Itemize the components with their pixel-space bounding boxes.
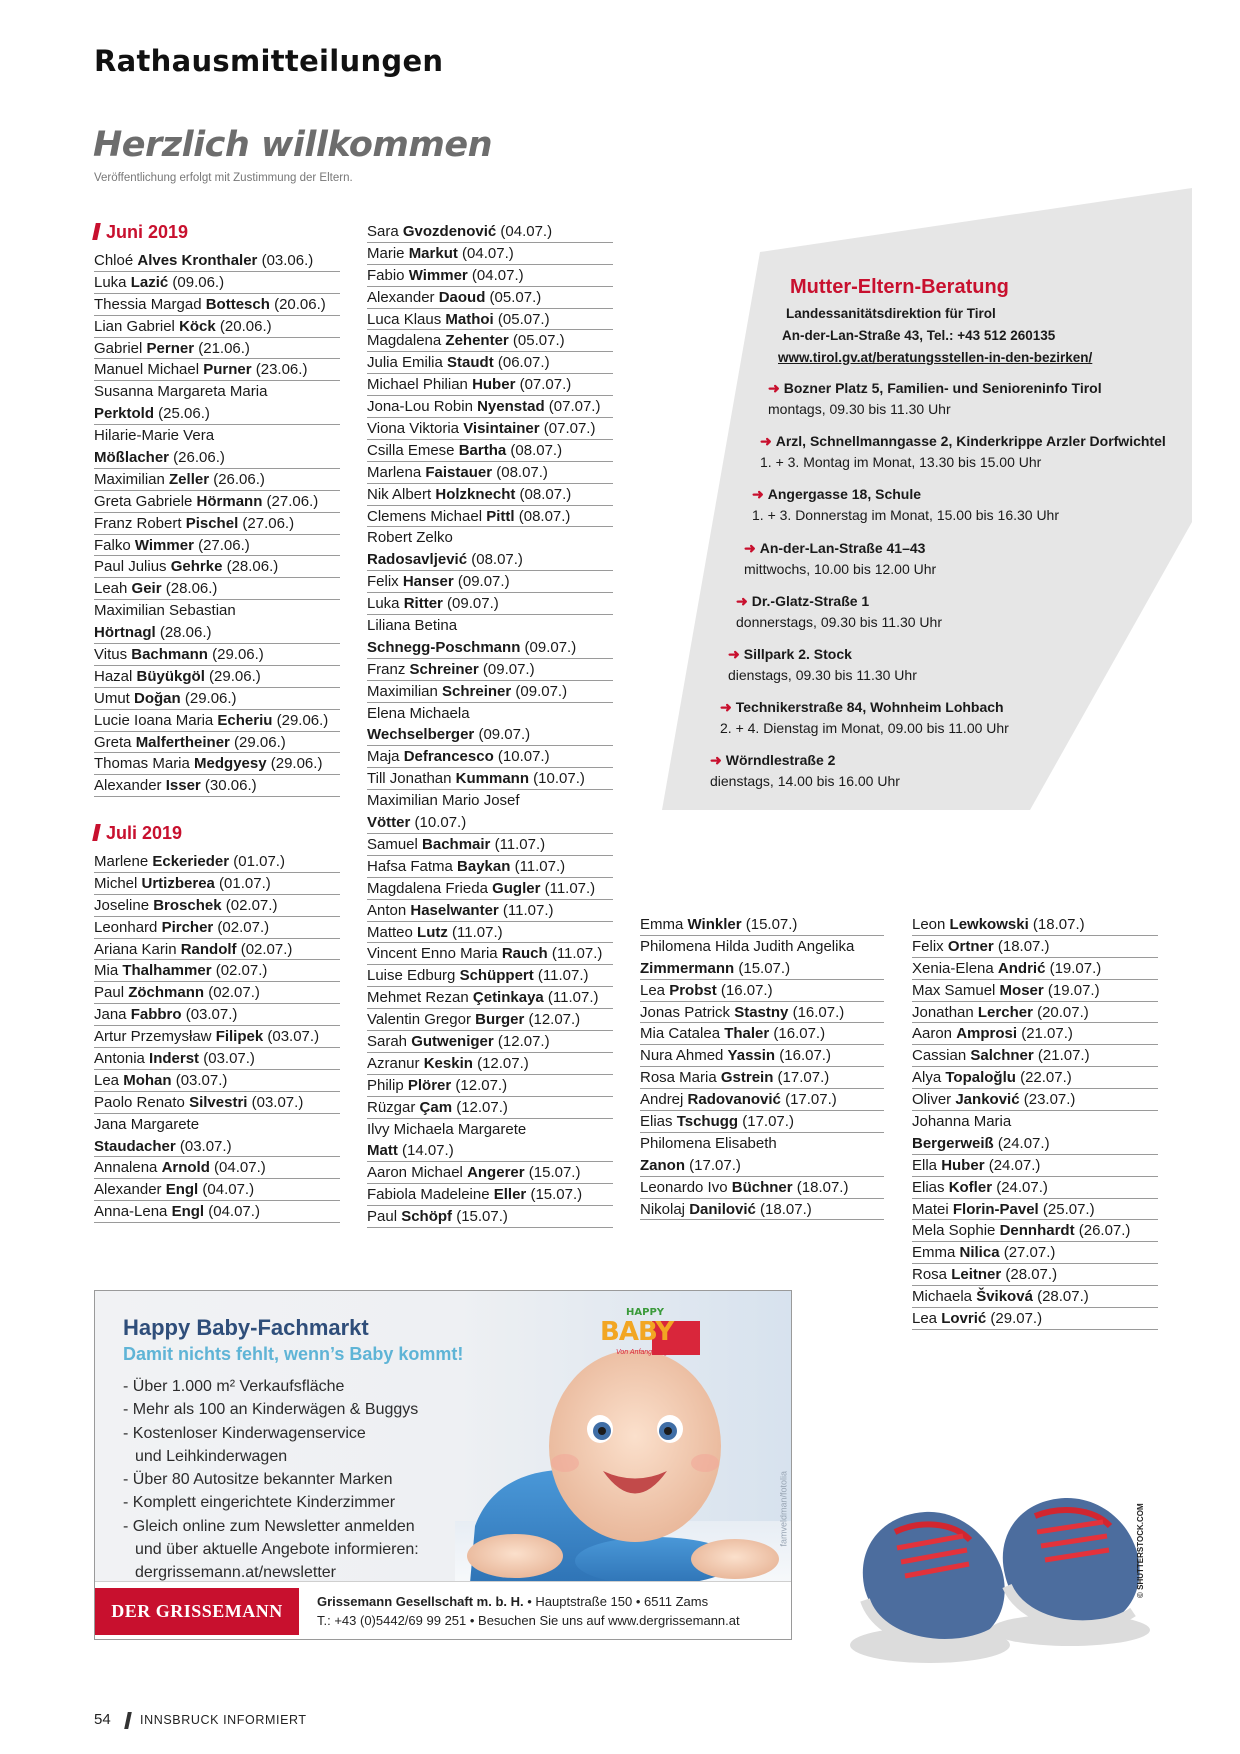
- arrow-right-icon: ➜: [760, 433, 772, 450]
- happy-baby-ad: [94, 1290, 792, 1640]
- birth-entry: Greta Malfertheiner (29.06.): [94, 732, 340, 754]
- arrow-right-icon: ➜: [736, 592, 748, 609]
- birth-entry: Michel Urtizberea (01.07.): [94, 873, 340, 895]
- birth-entry: Maja Defrancesco (10.07.): [367, 746, 613, 768]
- info-address: An-der-Lan-Straße 43, Tel.: +43 512 260135: [782, 328, 1056, 343]
- birth-entry: Schnegg-Poschmann (09.07.): [367, 637, 613, 659]
- birth-entry: Mößlacher (26.06.): [94, 447, 340, 469]
- birth-entry: Jonathan Lercher (20.07.): [912, 1002, 1158, 1024]
- birth-entry: Nik Albert Holzknecht (08.07.): [367, 484, 613, 506]
- ad-subtitle: Damit nichts fehlt, wenn’s Baby kommt!: [123, 1344, 464, 1364]
- birth-entry: Michaela Šviková (28.07.): [912, 1286, 1158, 1308]
- ad-contact-line: T.: +43 (0)5442/69 99 251 • Besuchen Sie uns auf www.dergrissemann.at: [317, 1613, 740, 1628]
- birth-entry: Perktold (25.06.): [94, 403, 340, 425]
- birth-entry: Hörtnagl (28.06.): [94, 622, 340, 644]
- birth-entry: Till Jonathan Kummann (10.07.): [367, 768, 613, 790]
- location-entry: ➜ Angergasse 18, Schule 1. + 3. Donnerstag im Monat, 15.00 bis 16.30 Uhr: [752, 486, 1060, 524]
- birth-entry: Paolo Renato Silvestri (03.07.): [94, 1092, 340, 1114]
- birth-entry: Bergerweiß (24.07.): [912, 1133, 1158, 1155]
- birth-entry: Marlene Eckerieder (01.07.): [94, 851, 340, 873]
- birth-entry: Luca Klaus Mathoi (05.07.): [367, 309, 613, 331]
- birth-entry: Franz Robert Pischel (27.06.): [94, 513, 340, 535]
- birth-entry: Alexander Isser (30.06.): [94, 775, 340, 797]
- birth-entry: Magdalena Frieda Gugler (11.07.): [367, 878, 613, 900]
- birth-entry: Oliver Janković (23.07.): [912, 1089, 1158, 1111]
- ad-footer: [95, 1581, 792, 1639]
- birth-entry: Max Samuel Moser (19.07.): [912, 980, 1158, 1002]
- section-title: Rathausmitteilungen: [94, 44, 444, 78]
- birth-entry: Thomas Maria Medgyesy (29.06.): [94, 753, 340, 775]
- location-entry: ➜ Arzl, Schnellmanngasse 2, Kinderkrippe Arzler Dorfwichtel 1. + 3. Montag im Monat, 13.30 bis 15.00 Uhr: [760, 433, 1166, 471]
- birth-entry: Artur Przemysław Filipek (03.07.): [94, 1026, 340, 1048]
- location-entry: ➜ An-der-Lan-Straße 41–43 mittwochs, 10.00 bis 12.00 Uhr: [744, 539, 937, 577]
- birth-entry: Emma Winkler (15.07.): [640, 914, 884, 936]
- birth-entry: Leah Geir (28.06.): [94, 578, 340, 600]
- birth-entry: Michael Philian Huber (07.07.): [367, 374, 613, 396]
- birth-entry: Mia Thalhammer (02.07.): [94, 960, 340, 982]
- birth-entry: Lian Gabriel Köck (20.06.): [94, 316, 340, 338]
- birth-entry: Lea Mohan (03.07.): [94, 1070, 340, 1092]
- grissemann-logo: DER GRISSEMANN: [95, 1588, 299, 1635]
- photo-credit: famveldman/fotolia: [779, 1471, 789, 1547]
- birth-entry: Fabio Wimmer (04.07.): [367, 265, 613, 287]
- month-heading-june: Juni 2019: [94, 222, 188, 243]
- birth-entry: Felix Ortner (18.07.): [912, 936, 1158, 958]
- birth-entry: Paul Schöpf (15.07.): [367, 1206, 613, 1228]
- ad-bullet: und Leihkinderwagen: [135, 1447, 288, 1465]
- location-entry: ➜ Bozner Platz 5, Familien- und Senioreninfo Tirol montags, 09.30 bis 11.30 Uhr: [768, 380, 1102, 417]
- arrow-right-icon: ➜: [768, 380, 780, 396]
- arrow-right-icon: ➜: [710, 752, 722, 769]
- birth-entry: Thessia Margad Bottesch (20.06.): [94, 294, 340, 316]
- arrow-right-icon: ➜: [728, 646, 740, 662]
- birth-entry: Vincent Enno Maria Rauch (11.07.): [367, 943, 613, 965]
- birth-entry: Jonas Patrick Stastny (16.07.): [640, 1002, 884, 1024]
- ad-bullet: - Mehr als 100 an Kinderwägen & Buggys: [123, 1401, 419, 1419]
- birth-entry: Manuel Michael Purner (23.06.): [94, 359, 340, 381]
- birth-entry: Franz Schreiner (09.07.): [367, 659, 613, 681]
- birth-entry: Aaron Michael Angerer (15.07.): [367, 1162, 613, 1184]
- birth-entry: Maximilian Mario Josef: [367, 792, 520, 810]
- birth-entry: Leonhard Pircher (02.07.): [94, 917, 340, 939]
- birth-entry: Lea Lovrić (29.07.): [912, 1308, 1158, 1330]
- birth-entry: Robert Zelko: [367, 529, 453, 547]
- birth-entry: Matt (14.07.): [367, 1140, 613, 1162]
- birth-entry: Ilvy Michaela Margarete: [367, 1120, 527, 1138]
- info-title: Mutter-Eltern-Beratung: [790, 276, 1009, 298]
- birth-entry: Alya Topaloğlu (22.07.): [912, 1067, 1158, 1089]
- birth-entry: Chloé Alves Kronthaler (03.06.): [94, 250, 340, 272]
- birth-entry: Julia Emilia Staudt (06.07.): [367, 352, 613, 374]
- birth-entry: Lucie Ioana Maria Echeriu (29.06.): [94, 710, 340, 732]
- birth-entry: Gabriel Perner (21.06.): [94, 338, 340, 360]
- birth-entry: Luise Edburg Schüppert (11.07.): [367, 965, 613, 987]
- birth-entry: Vötter (10.07.): [367, 812, 613, 834]
- birth-entry: Clemens Michael Pittl (08.07.): [367, 506, 613, 528]
- birth-list-june: [94, 250, 340, 797]
- birth-entry: Maximilian Schreiner (09.07.): [367, 681, 613, 703]
- birth-entry: Sara Gvozdenović (04.07.): [367, 221, 613, 243]
- birth-entry: Aaron Amprosi (21.07.): [912, 1023, 1158, 1045]
- birth-entry: Mia Catalea Thaler (16.07.): [640, 1023, 884, 1045]
- birth-entry: Hazal Büyükgöl (29.06.): [94, 666, 340, 688]
- birth-entry: Andrej Radovanović (17.07.): [640, 1089, 884, 1111]
- birth-entry: Xenia-Elena Andrić (19.07.): [912, 958, 1158, 980]
- birth-entry: Philomena Hilda Judith Angelika: [640, 937, 855, 955]
- birth-entry: Jana Fabbro (03.07.): [94, 1004, 340, 1026]
- birth-entry: Luka Ritter (09.07.): [367, 593, 613, 615]
- arrow-right-icon: ➜: [752, 486, 764, 503]
- consent-note: Veröffentlichung erfolgt mit Zustimmung der Eltern.: [94, 172, 353, 184]
- info-org: Landessanitätsdirektion für Tirol: [786, 306, 996, 321]
- shutterstock-credit: © SHUTTERSTOCK.COM: [1136, 1503, 1145, 1598]
- birth-entry: Nikolaj Danilović (18.07.): [640, 1199, 884, 1221]
- birth-list-col2: [367, 221, 613, 1228]
- ad-bullet: und über aktuelle Angebote informieren:: [135, 1541, 419, 1559]
- birth-entry: Anna-Lena Engl (04.07.): [94, 1201, 340, 1223]
- birth-list-col3: [640, 914, 884, 1220]
- birth-entry: Nura Ahmed Yassin (16.07.): [640, 1045, 884, 1067]
- birth-list-july-col1: [94, 851, 340, 1223]
- birth-entry: Elias Kofler (24.07.): [912, 1177, 1158, 1199]
- birth-entry: Magdalena Zehenter (05.07.): [367, 330, 613, 352]
- birth-entry: Elias Tschugg (17.07.): [640, 1111, 884, 1133]
- birth-entry: Cassian Salchner (21.07.): [912, 1045, 1158, 1067]
- birth-entry: Valentin Gregor Burger (12.07.): [367, 1009, 613, 1031]
- ad-title: Happy Baby-Fachmarkt: [123, 1315, 369, 1340]
- birth-entry: Marie Markut (04.07.): [367, 243, 613, 265]
- birth-entry: Antonia Inderst (03.07.): [94, 1048, 340, 1070]
- birth-entry: Umut Doğan (29.06.): [94, 688, 340, 710]
- page-headline: Herzlich willkommen: [93, 125, 492, 165]
- birth-entry: Susanna Margareta Maria: [94, 383, 268, 401]
- birth-entry: Matteo Lutz (11.07.): [367, 922, 613, 944]
- birth-entry: Samuel Bachmair (11.07.): [367, 834, 613, 856]
- birth-entry: Joseline Broschek (02.07.): [94, 895, 340, 917]
- ad-bullet: - Kostenloser Kinderwagenservice: [123, 1424, 366, 1442]
- birth-entry: Falko Wimmer (27.06.): [94, 535, 340, 557]
- happy-baby-logo: HAPPY BABY Von Anfang an glücklich: [600, 1305, 712, 1365]
- birth-entry: Ella Huber (24.07.): [912, 1155, 1158, 1177]
- page-number: 54: [94, 1711, 111, 1728]
- ad-bullet: - Komplett eingerichtete Kinderzimmer: [123, 1494, 396, 1512]
- birth-entry: Paul Julius Gehrke (28.06.): [94, 556, 340, 578]
- location-entry: ➜ Sillpark 2. Stock dienstags, 09.30 bis 11.30 Uhr: [728, 646, 917, 683]
- ad-bullet: - Über 1.000 m² Verkaufsfläche: [123, 1378, 345, 1395]
- birth-entry: Luka Lazić (09.06.): [94, 272, 340, 294]
- magazine-name: INNSBRUCK INFORMIERT: [140, 1713, 307, 1727]
- birth-entry: Rüzgar Çam (12.07.): [367, 1097, 613, 1119]
- birth-entry: Mela Sophie Dennhardt (26.07.): [912, 1220, 1158, 1242]
- birth-list-col4: [912, 914, 1158, 1330]
- month-heading-july: Juli 2019: [94, 823, 182, 844]
- birth-entry: Leonardo Ivo Büchner (18.07.): [640, 1177, 884, 1199]
- birth-entry: Marlena Faistauer (08.07.): [367, 462, 613, 484]
- birth-entry: Matei Florin-Pavel (25.07.): [912, 1199, 1158, 1221]
- birth-entry: Radosavljević (08.07.): [367, 549, 613, 571]
- baby-shoes-photo: [835, 1440, 1155, 1690]
- birth-entry: Rosa Maria Gstrein (17.07.): [640, 1067, 884, 1089]
- info-url-link[interactable]: www.tirol.gv.at/beratungsstellen-in-den-bezirken/: [778, 350, 1093, 365]
- birth-entry: Ariana Karin Randolf (02.07.): [94, 939, 340, 961]
- birth-entry: Philip Plörer (12.07.): [367, 1075, 613, 1097]
- birth-entry: Leon Lewkowski (18.07.): [912, 914, 1158, 936]
- birth-entry: Azranur Keskin (12.07.): [367, 1053, 613, 1075]
- arrow-right-icon: ➜: [744, 539, 756, 556]
- birth-entry: Fabiola Madeleine Eller (15.07.): [367, 1184, 613, 1206]
- birth-entry: Liliana Betina: [367, 617, 458, 635]
- birth-entry: Vitus Bachmann (29.06.): [94, 644, 340, 666]
- birth-entry: Greta Gabriele Hörmann (27.06.): [94, 491, 340, 513]
- birth-entry: Alexander Engl (04.07.): [94, 1179, 340, 1201]
- ad-bullet-list: [123, 1375, 463, 1585]
- birth-entry: Rosa Leitner (28.07.): [912, 1264, 1158, 1286]
- birth-entry: Lea Probst (16.07.): [640, 980, 884, 1002]
- birth-entry: Zanon (17.07.): [640, 1155, 884, 1177]
- birth-entry: Felix Hanser (09.07.): [367, 571, 613, 593]
- birth-entry: Paul Zöchmann (02.07.): [94, 982, 340, 1004]
- ad-company-line: Grissemann Gesellschaft m. b. H. • Hauptstraße 150 • 6511 Zams: [317, 1594, 709, 1609]
- arrow-right-icon: ➜: [720, 699, 732, 716]
- location-entry: ➜ Wörndlestraße 2 dienstags, 14.00 bis 16.00 Uhr: [710, 752, 900, 790]
- birth-entry: Jana Margarete: [94, 1115, 200, 1133]
- birth-entry: Csilla Emese Bartha (08.07.): [367, 440, 613, 462]
- birth-entry: Emma Nilica (27.07.): [912, 1242, 1158, 1264]
- birth-entry: Maximilian Sebastian: [94, 602, 236, 620]
- birth-entry: Staudacher (03.07.): [94, 1136, 340, 1158]
- birth-entry: Viona Viktoria Visintainer (07.07.): [367, 418, 613, 440]
- birth-entry: Sarah Gutweniger (12.07.): [367, 1031, 613, 1053]
- birth-entry: Annalena Arnold (04.07.): [94, 1157, 340, 1179]
- birth-entry: Maximilian Zeller (26.06.): [94, 469, 340, 491]
- ad-bullet: - Gleich online zum Newsletter anmelden: [123, 1517, 415, 1535]
- birth-entry: Wechselberger (09.07.): [367, 724, 613, 746]
- birth-entry: Jona-Lou Robin Nyenstad (07.07.): [367, 396, 613, 418]
- location-entry: ➜ Technikerstraße 84, Wohnheim Lohbach 2. + 4. Dienstag im Monat, 09.00 bis 11.00 Uhr: [720, 699, 1009, 737]
- birth-entry: Anton Haselwanter (11.07.): [367, 900, 613, 922]
- birth-entry: Mehmet Rezan Çetinkaya (11.07.): [367, 987, 613, 1009]
- birth-entry: Hafsa Fatma Baykan (11.07.): [367, 856, 613, 878]
- location-entry: ➜ Dr.-Glatz-Straße 1 donnerstags, 09.30 bis 11.30 Uhr: [736, 592, 942, 630]
- birth-entry: Elena Michaela: [367, 704, 470, 722]
- ad-bullet: - Über 80 Autositze bekannter Marken: [123, 1471, 393, 1489]
- ad-bullet: dergrissemann.at/newsletter: [135, 1564, 336, 1582]
- birth-entry: Alexander Daoud (05.07.): [367, 287, 613, 309]
- birth-entry: Philomena Elisabeth: [640, 1134, 777, 1152]
- birth-entry: Hilarie-Marie Vera: [94, 427, 215, 445]
- birth-entry: Johanna Maria: [912, 1113, 1012, 1131]
- birth-entry: Zimmermann (15.07.): [640, 958, 884, 980]
